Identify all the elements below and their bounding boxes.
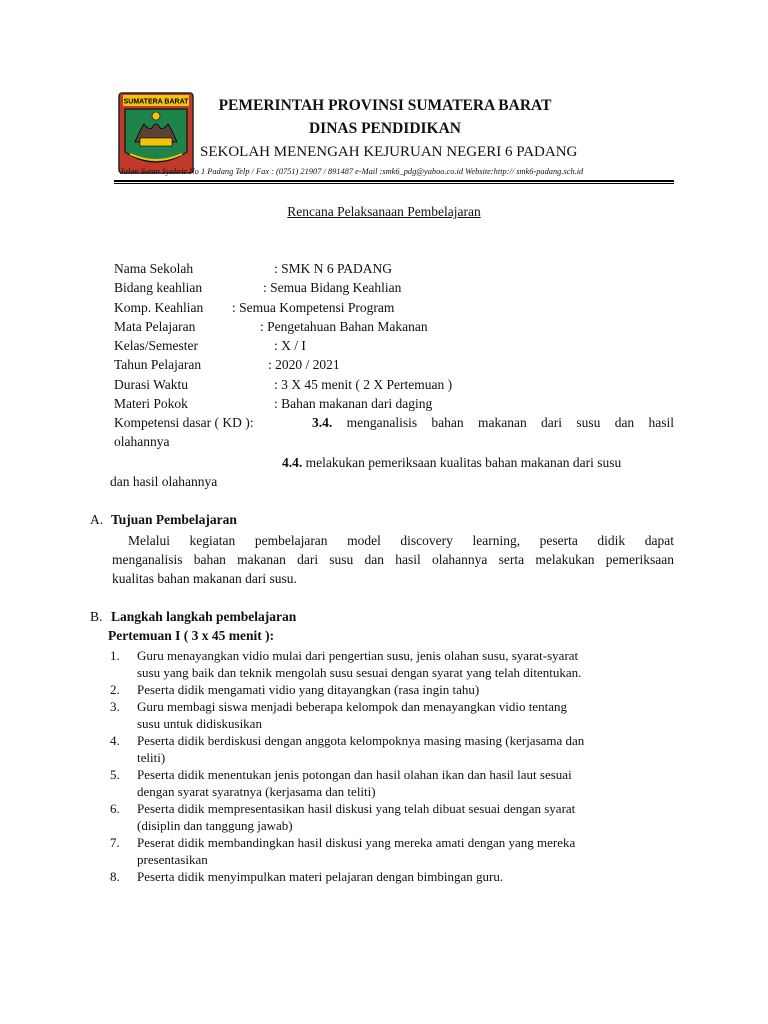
list-item: 8. Peserta didik menyimpulkan materi pelajaran dengan bimbingan guru. [110, 869, 504, 884]
section-a-text-line: Melalui kegiatan pembelajaran model discovery learning, peserta didik dapat [128, 533, 674, 548]
section-a-heading: Tujuan Pembelajaran [111, 512, 237, 527]
list-item: 5. Peserta didik menentukan jenis potongan dan hasil olahan ikan dan hasil laut sesuai dengan syarat syaratnya (kerjasama dan teliti) [110, 767, 572, 799]
info-value: : 3 X 45 menit ( 2 X Pertemuan ) [274, 377, 453, 392]
list-item: 6. Peserta didik mempresentasikan hasil diskusi yang telah dibuat sesuai dengan syarat (disiplin dan tanggung jawab) [110, 801, 576, 833]
kd-1-number: 3.4. [312, 415, 333, 430]
info-label: Bidang keahlian [114, 280, 203, 295]
kd-1 [312, 415, 674, 431]
info-value: : 2020 / 2021 [268, 357, 340, 372]
kd-1-text: menganalisis bahan makanan dari susu dan hasil [346, 415, 675, 430]
info-label: Durasi Waktu [114, 377, 189, 392]
list-item: 2. Peserta didik mengamati vidio yang ditayangkan (rasa ingin tahu) [110, 682, 480, 697]
section-b-heading: Langkah langkah pembelajaran [111, 609, 297, 624]
info-value: : Bahan makanan dari daging [274, 396, 433, 411]
info-value: : Semua Bidang Keahlian [263, 280, 402, 295]
info-value: : SMK N 6 PADANG [274, 261, 393, 276]
kd-2 [282, 455, 621, 471]
header-rule-thin [114, 183, 674, 184]
section-a-number: A. [90, 512, 104, 527]
province-logo [118, 92, 194, 174]
info-label: Materi Pokok [114, 396, 188, 411]
kd-1-text-cont: olahannya [114, 434, 170, 449]
info-label: Nama Sekolah [114, 261, 194, 276]
header-line-3: SEKOLAH MENENGAH KEJURUAN NEGERI 6 PADANG [200, 144, 578, 160]
list-item: 4. Peserta didik berdiskusi dengan anggota kelompoknya masing masing (kerjasama dan teliti) [110, 733, 585, 765]
header-line-2: DINAS PENDIDIKAN [308, 120, 461, 137]
info-label: Mata Pelajaran [114, 319, 196, 334]
header-line-1: PEMERINTAH PROVINSI SUMATERA BARAT [218, 97, 552, 114]
info-value: : Pengetahuan Bahan Makanan [260, 319, 428, 334]
info-label: Tahun Pelajaran [114, 357, 202, 372]
steps-list [110, 647, 680, 885]
list-item: 1. Guru menayangkan vidio mulai dari pengertian susu, jenis olahan susu, syarat-syarat susu yang baik dan teknik mengolah susu sesuai dengan syarat yang telah ditentukan. [110, 648, 582, 680]
info-label: Komp. Keahlian [114, 300, 204, 315]
kd-2-number: 4.4. [282, 455, 303, 470]
meeting-heading: Pertemuan I ( 3 x 45 menit ): [108, 628, 275, 643]
logo-text: SUMATERA BARAT [123, 98, 189, 106]
info-value: : Semua Kompetensi Program [232, 300, 395, 315]
list-item: 7. Peserat didik membandingkan hasil diskusi yang mereka amati dengan yang mereka presentasikan [110, 835, 576, 867]
header-address: Jalan Sutan Syahrir No 1 Padang Telp / Fax : (0751) 21907 / 891487 e-Mail :smk6_pdg@yahoo.co.id Website:http:// smk6-padang.sch.id [120, 167, 584, 176]
section-a-text-line: kualitas bahan makanan dari susu. [112, 571, 297, 586]
document-title: Rencana Pelaksanaan Pembelajaran [287, 204, 481, 219]
header-rule [114, 180, 674, 182]
kd-2-text: melakukan pemeriksaan kualitas bahan makanan dari susu [305, 455, 622, 470]
kd-2-text-cont: dan hasil olahannya [110, 474, 218, 489]
kd-label: Kompetensi dasar ( KD ): [114, 415, 254, 430]
info-label: Kelas/Semester [114, 338, 198, 353]
section-b-number: B. [90, 609, 103, 624]
list-item: 3. Guru membagi siswa menjadi beberapa kelompok dan menayangkan vidio tentang susu untuk didiskusikan [110, 699, 567, 731]
section-a-text-line: menganalisis bahan makanan dari susu dan hasil olahannya serta melakukan pemeriksaan [112, 552, 674, 567]
info-value: : X / I [274, 338, 306, 353]
